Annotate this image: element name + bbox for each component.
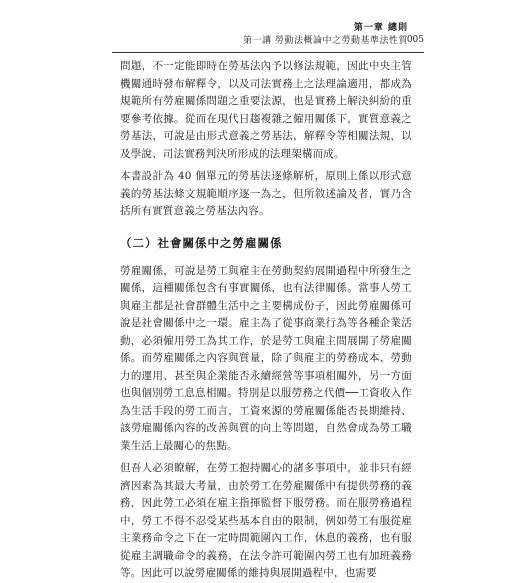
header-rule: [112, 52, 424, 53]
paragraph-book-design: 本書設計為 40 個單元的勞基法逐條解析，原則上係以形式意義的勞基法條文規範順序逐一為之，但所敘述論及者，實乃含括所有實質意義之勞基法內容。: [120, 170, 412, 217]
chapter-title: 第一章 總則: [353, 23, 408, 33]
running-head: [243, 22, 408, 48]
page-body: [120, 58, 412, 583]
section-heading: （二）社會關係中之勞雇關係: [120, 235, 283, 250]
section-title: 第一講 勞動法概論中之勞動基準法性質: [243, 36, 408, 46]
paragraph-substantive-law: 問題，不一定能即時在勞基法內予以修法規範，因此中央主管機關通時發布解釋令，以及司法實務上之法理論適用，都成為規範所有勞雇關係問題之重要法源，也是實務上解決糾紛的重要參考依據。從而在現代日趨複雜之僱用關係下，實質意義之勞基法，可說是由形式意義之勞基法，解釋令等相關法規，以及學說、司法實務判決所形成的法理架構而成。: [120, 60, 412, 160]
paragraph-worker-concerns: 但吾人必須瞭解，在勞工抱持關心的諸多事項中，並非只有經濟因素為其最大考量，由於勞工在勞雇關係中有提供勞務的義務，因此勞工必須在雇主指揮監督下服勞務。而在服勞務過程中，勞工不得不忍受某些基本自由的限制，例如勞工有服從雇主業務命令之下在一定時間範圍內工作，休息的義務，也有服從雇主調職命令的義務，在法令許可範圍內勞工也有加班義務等。因此可以說勞雇關係的維持與展開過程中，也需要: [120, 462, 412, 579]
page-number: 005: [406, 35, 424, 45]
paragraph-labor-relations: 勞雇關係，可說是勞工與雇主在勞動契約展開過程中所發生之關係，這種關係包含有事實關係，也有法律關係。當事人勞工與雇主都是社會群體生活中之主要構成份子，因此勞雇關係可說是社會關係中之一環。雇主為了從事商業行為等各種企業活動，必須僱用勞工為其工作，於是勞工與雇主間展開了勞雇關係。而勞雇關係之內容與質量，除了與雇主的勞務成本、勞動力的運用、甚至與企業能否永續經營等事項相關外，另一方面也與個別勞工息息相關。特別是以服勞務之代價──工資收入作為生活手段的勞工而言，工資來源的勞雇關係能否長期維持、該勞雇關係內容的改善與質的向上等問題，自然會成為勞工職業生活上最關心的焦點。: [120, 264, 412, 452]
